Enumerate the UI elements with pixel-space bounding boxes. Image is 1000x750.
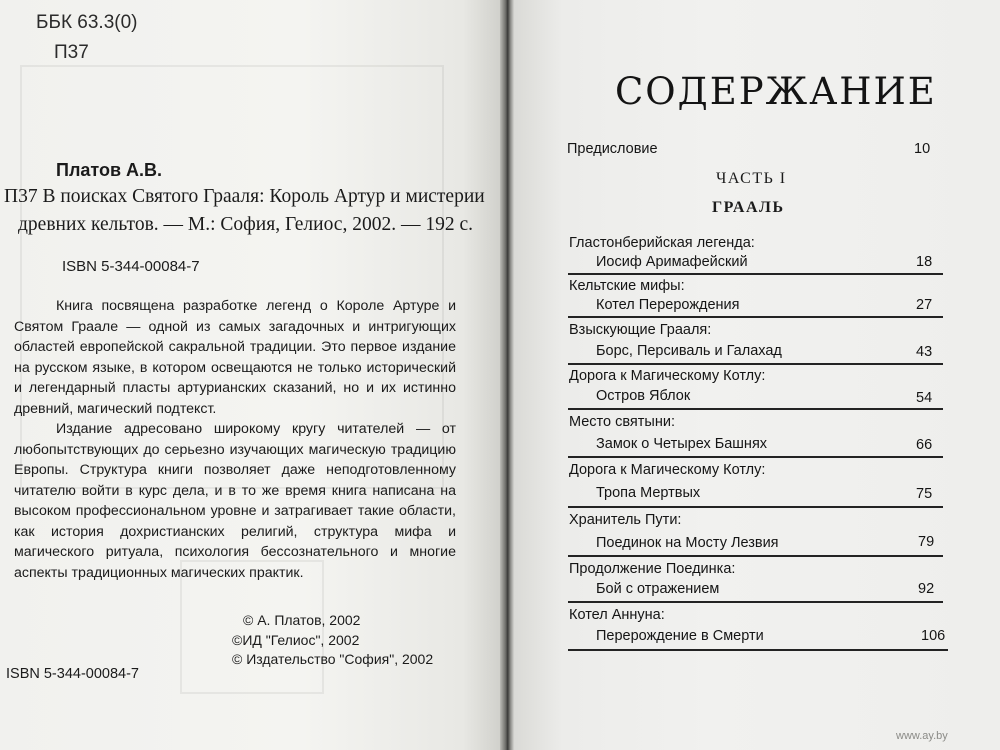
watermark: www.ay.by [896, 730, 948, 742]
toc-separator [568, 408, 943, 410]
book-gutter [500, 0, 514, 750]
toc-chapter-page: 43 [916, 344, 933, 360]
toc-chapter-page: 66 [916, 437, 933, 453]
toc-chapter-page: 27 [916, 297, 933, 313]
toc-chapter-title: Взыскующие Грааля: [569, 322, 712, 338]
bbk-code: ББК 63.3(0) [36, 12, 138, 33]
copyright-author: © А. Платов, 2002 [243, 612, 361, 628]
toc-chapter-subtitle: Поединок на Мосту Лезвия [596, 535, 779, 551]
toc-chapter-title: Котел Аннуна: [569, 607, 665, 623]
annotation-paragraph-2: Издание адресовано широкому кругу читателей — от любопытствующих до серьезно изучающих магическую традицию Европы. Структура книги позволяет даже неподготовленному читателю войти в курс дела, и в то же время книга написана на высоком профессиональном уровне и затрагивает такие области, как история дохристианских религий, структура мифа и магического ритуала, психология бессознательного и многие аспекты традиционных магических практик. [14, 421, 456, 581]
author-heading: Платов А.В. [56, 160, 163, 180]
toc-separator [568, 363, 943, 365]
toc-separator [568, 601, 943, 603]
toc-separator [568, 506, 943, 508]
toc-chapter-subtitle: Замок о Четырех Башнях [596, 436, 768, 452]
toc-chapter-page: 75 [916, 486, 933, 502]
toc-chapter-subtitle: Остров Яблок [596, 388, 691, 404]
bibliographic-line-2: древних кельтов. — М.: София, Гелиос, 2002. — 192 с. [18, 214, 473, 235]
toc-chapter-title: Продолжение Поединка: [569, 561, 736, 577]
toc-separator [568, 555, 943, 557]
toc-title: СОДЕРЖАНИЕ [615, 70, 937, 113]
toc-chapter-subtitle: Борс, Персиваль и Галахад [596, 343, 782, 359]
toc-separator [568, 456, 943, 458]
toc-chapter-title: Дорога к Магическому Котлу: [569, 462, 766, 478]
toc-chapter-page: 106 [921, 628, 946, 644]
toc-chapter-title: Место святыни: [569, 414, 675, 430]
toc-preface-title: Предисловие [567, 141, 658, 157]
toc-chapter-subtitle: Иосиф Аримафейский [596, 254, 748, 270]
toc-chapter-page: 54 [916, 390, 933, 406]
toc-chapter-title: Дорога к Магическому Котлу: [569, 368, 766, 384]
toc-chapter-title: Хранитель Пути: [569, 512, 682, 528]
toc-chapter-page: 79 [918, 534, 935, 550]
toc-separator [568, 649, 948, 651]
toc-chapter-page: 18 [916, 254, 933, 270]
toc-chapter-subtitle: Перерождение в Смерти [596, 628, 764, 644]
isbn-top: ISBN 5-344-00084-7 [62, 258, 200, 275]
toc-chapter-subtitle: Бой с отражением [596, 581, 720, 597]
toc-chapter-title: Гластонберийская легенда: [569, 235, 755, 251]
copyright-sofia: © Издательство "София", 2002 [232, 651, 434, 667]
toc-chapter-title: Кельтские мифы: [569, 278, 685, 294]
toc-chapter-subtitle: Котел Перерождения [596, 297, 740, 313]
toc-separator [568, 273, 943, 275]
bbk-index: П37 [54, 42, 89, 63]
toc-part-label: ЧАСТЬ I [716, 170, 787, 187]
annotation-paragraph-1: Книга посвящена разработке легенд о Короле Артуре и Святом Граале — одной из самых загадочных и интригующих областей европейской сакральной традиции. Это первое издание на русском языке, в котором освещаются не только исторический и легендарный пласты артурианских сказаний, но и их истинно древний, магический подтекст. [14, 298, 456, 417]
toc-part-name: ГРААЛЬ [712, 199, 785, 216]
toc-preface-page: 10 [914, 141, 931, 157]
annotation [14, 296, 456, 583]
toc-chapter-page: 92 [918, 581, 935, 597]
toc-chapter-subtitle: Тропа Мертвых [596, 485, 701, 501]
copyright-helios: ©ИД "Гелиос", 2002 [232, 632, 360, 648]
bibliographic-line-1: П37 В поисках Святого Грааля: Король Артур и мистерии [4, 186, 485, 207]
toc-separator [568, 316, 943, 318]
isbn-bottom: ISBN 5-344-00084-7 [6, 666, 139, 682]
